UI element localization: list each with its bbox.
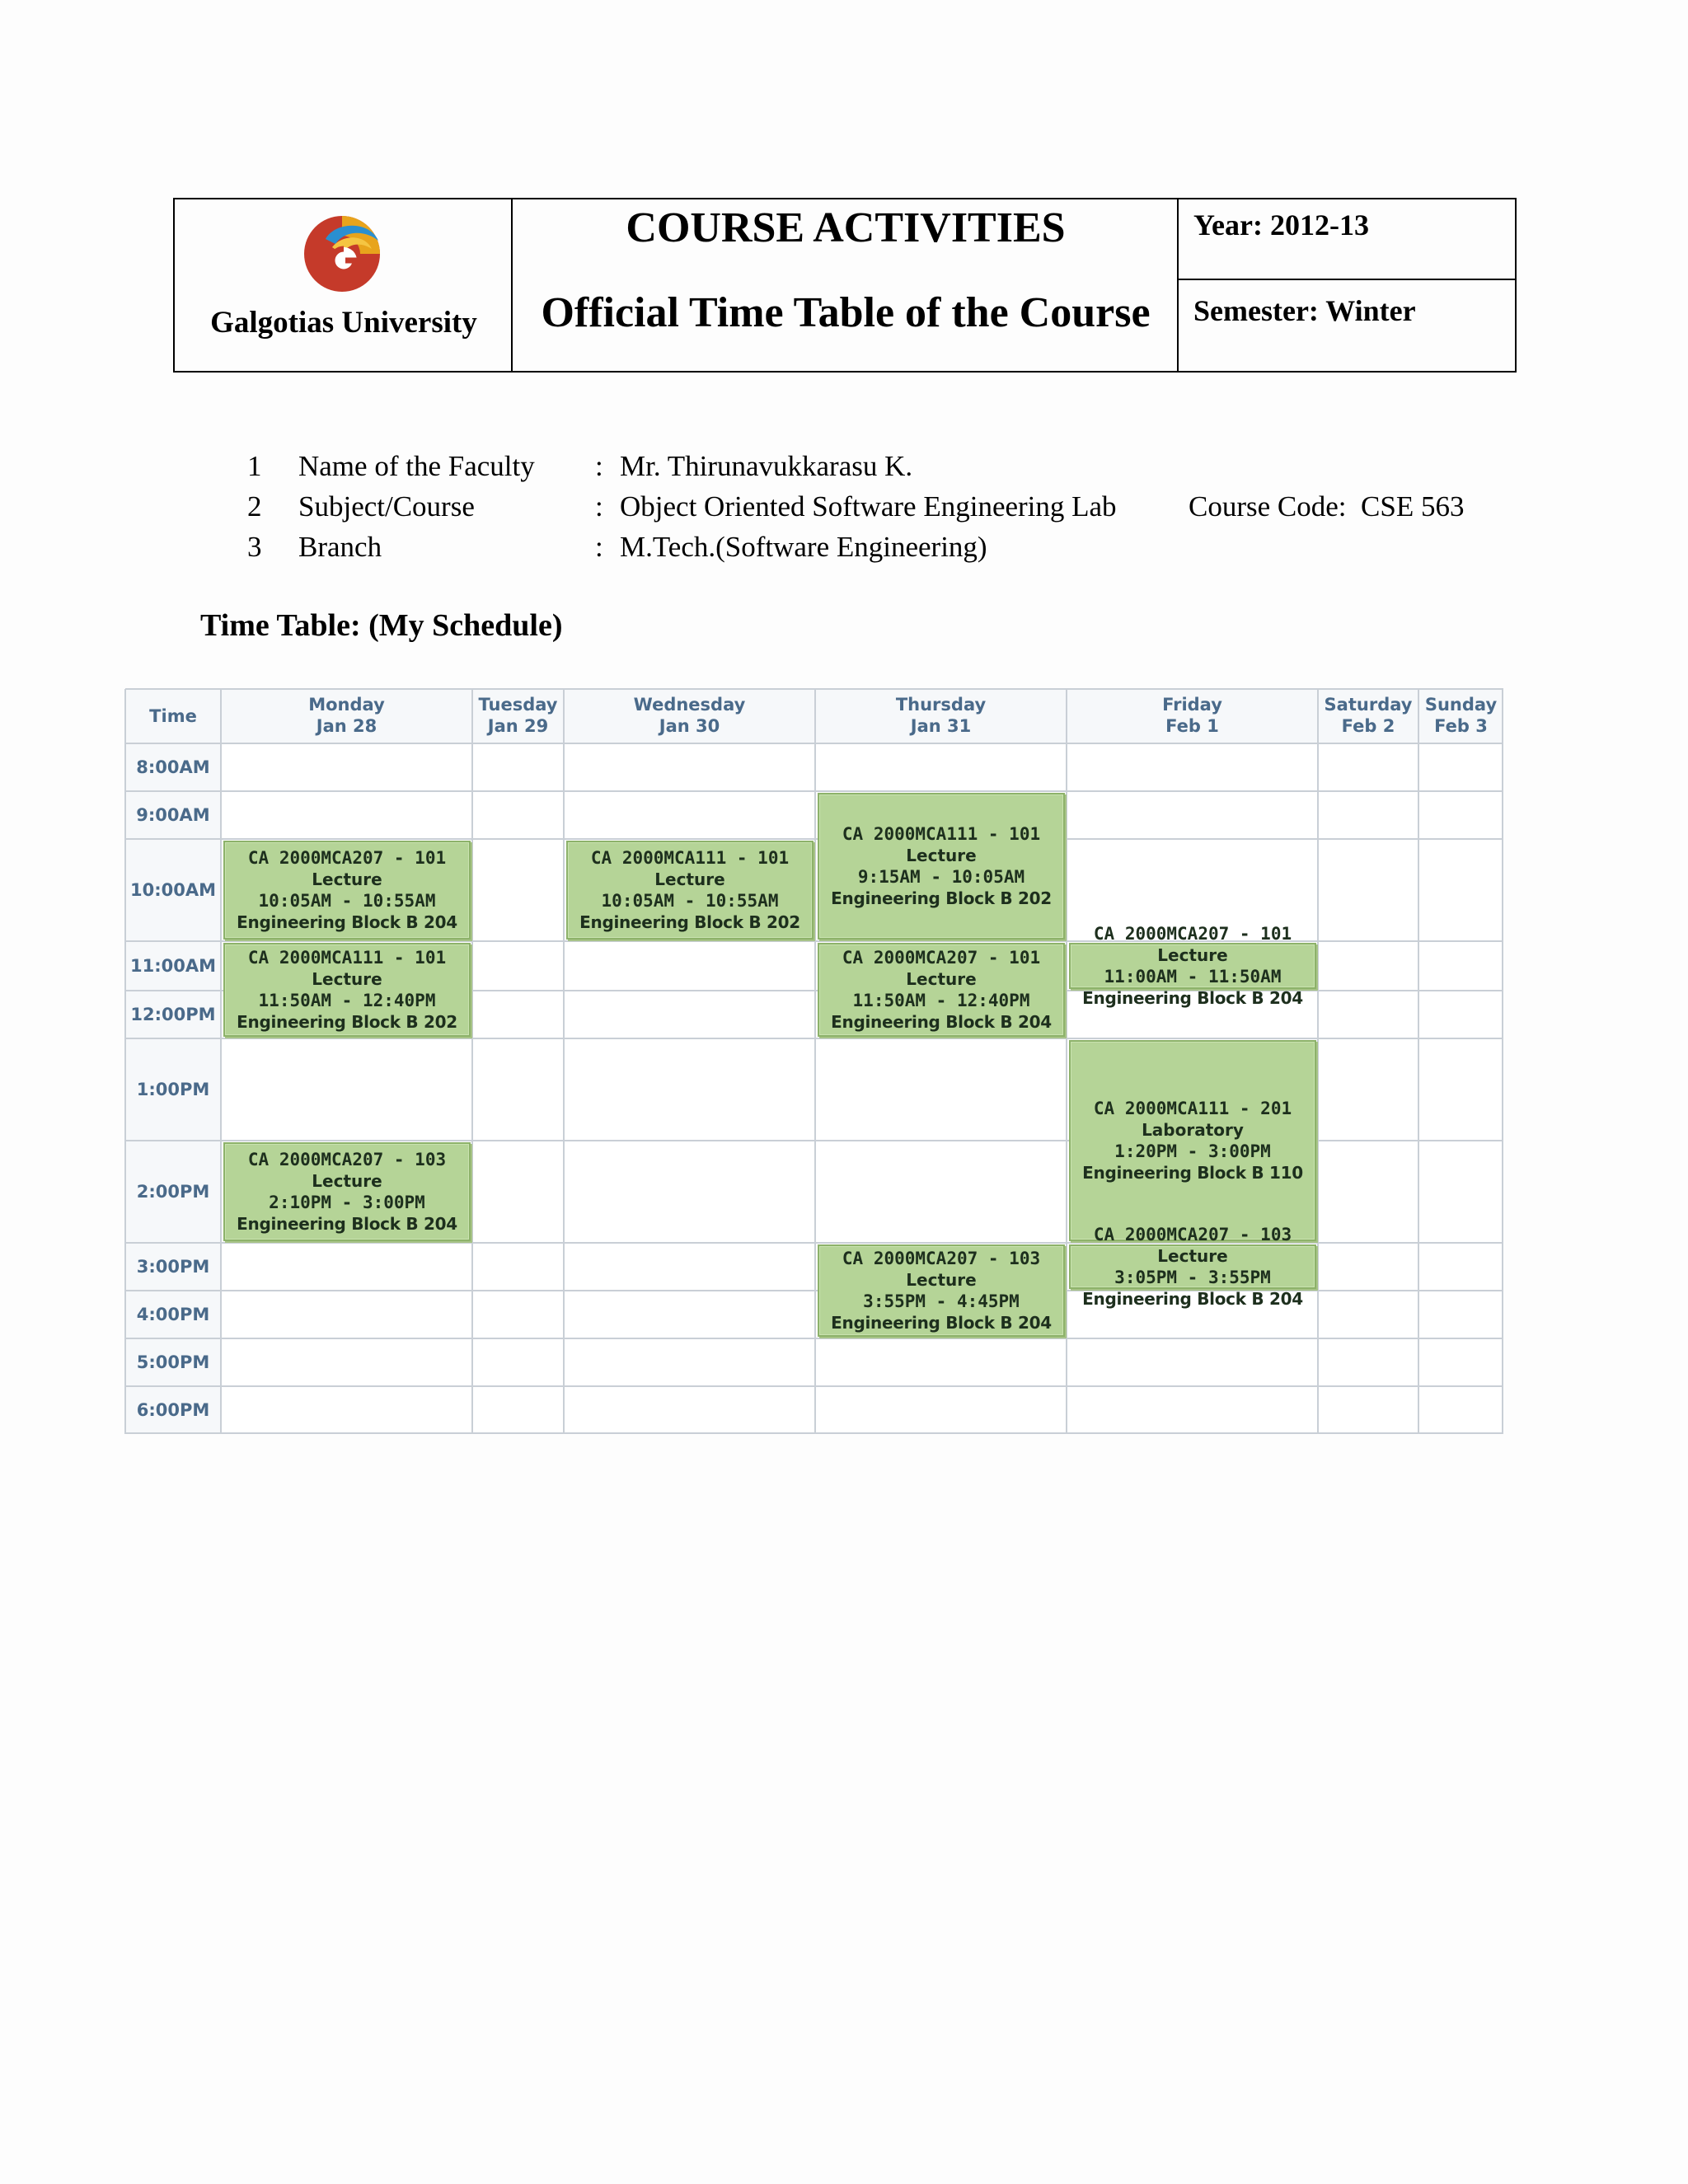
time-slot-label: 8:00AM	[136, 757, 210, 777]
event-time: 11:00AM - 11:50AM	[1104, 967, 1282, 987]
day-header-thursday	[815, 694, 1067, 737]
page-subtitle: Official Time Table of the Course	[541, 289, 1151, 336]
day-date: Feb 2	[1341, 716, 1395, 736]
schedule-grid	[125, 689, 1503, 1487]
day-name: Tuesday	[478, 695, 558, 715]
calendar-event[interactable]	[566, 841, 814, 940]
day-name: Friday	[1162, 695, 1222, 715]
info-label: Branch	[298, 531, 382, 563]
day-header-wednesday	[564, 694, 815, 737]
title-cell	[513, 199, 1179, 371]
event-type: Lecture	[906, 1270, 977, 1290]
time-slot-label: 1:00PM	[136, 1080, 210, 1099]
calendar-event[interactable]	[1069, 1040, 1316, 1241]
event-room: Engineering Block B 204	[237, 1214, 457, 1234]
event-time: 11:50AM - 12:40PM	[852, 991, 1030, 1010]
calendar-event[interactable]	[818, 943, 1065, 1037]
day-date: Feb 1	[1165, 716, 1219, 736]
day-date: Jan 29	[487, 716, 549, 736]
calendar-event[interactable]	[1069, 1225, 1316, 1309]
event-room: Engineering Block B 204	[1082, 1289, 1303, 1309]
day-header-friday	[1067, 694, 1318, 737]
event-type: Laboratory	[1142, 1120, 1244, 1140]
cell-divider	[1179, 279, 1515, 280]
info-label: Name of the Faculty	[298, 450, 535, 482]
event-code: CA 2000MCA207 - 103	[247, 1150, 447, 1169]
event-room: Engineering Block B 202	[237, 1012, 457, 1032]
calendar-event[interactable]	[818, 1244, 1065, 1337]
event-room: Engineering Block B 110	[1082, 1163, 1303, 1183]
event-code: CA 2000MCA111 - 101	[590, 848, 790, 868]
day-date: Jan 28	[316, 716, 377, 736]
event-code: CA 2000MCA111 - 101	[842, 824, 1041, 844]
day-date: Jan 31	[910, 716, 972, 736]
day-header-monday	[221, 694, 472, 737]
year-label: Year: 2012-13	[1193, 209, 1369, 241]
day-name: Wednesday	[633, 695, 746, 715]
event-type: Lecture	[1157, 1246, 1228, 1266]
event-type: Lecture	[906, 969, 977, 989]
event-room: Engineering Block B 202	[579, 912, 800, 932]
event-room: Engineering Block B 204	[831, 1313, 1052, 1333]
info-sep: :	[595, 450, 603, 482]
event-code: CA 2000MCA207 - 103	[1093, 1225, 1292, 1244]
event-time: 2:10PM - 3:00PM	[269, 1193, 425, 1212]
day-header-sunday	[1418, 694, 1503, 737]
year-semester-cell	[1179, 199, 1515, 371]
page-title: COURSE ACTIVITIES	[626, 204, 1066, 251]
event-time: 11:50AM - 12:40PM	[258, 991, 436, 1010]
time-slot-label: 5:00PM	[136, 1352, 210, 1372]
calendar-event[interactable]	[1069, 924, 1316, 1008]
event-code: CA 2000MCA111 - 101	[247, 948, 447, 968]
day-name: Saturday	[1324, 695, 1413, 715]
event-type: Lecture	[312, 869, 382, 889]
time-slot-label: 11:00AM	[130, 956, 216, 976]
course-code: Course Code: CSE 563	[1189, 490, 1465, 523]
info-sep: :	[595, 490, 603, 523]
event-code: CA 2000MCA207 - 101	[247, 848, 447, 868]
time-slot-label: 10:00AM	[130, 880, 216, 900]
day-header-tuesday	[472, 694, 564, 737]
time-slot-label: 6:00PM	[136, 1400, 210, 1420]
day-name: Monday	[308, 695, 385, 715]
course-header-table	[173, 198, 1517, 373]
event-code: CA 2000MCA207 - 103	[842, 1249, 1041, 1268]
info-num: 3	[247, 531, 262, 563]
day-header-saturday	[1318, 694, 1418, 737]
event-code: CA 2000MCA207 - 101	[842, 948, 1041, 968]
event-type: Lecture	[1157, 945, 1228, 965]
day-name: Sunday	[1424, 695, 1498, 715]
event-code: CA 2000MCA207 - 101	[1093, 924, 1292, 944]
info-num: 1	[247, 450, 262, 482]
course-name: Object Oriented Software Engineering Lab	[620, 490, 1117, 523]
time-slot-label: 4:00PM	[136, 1305, 210, 1324]
event-time: 3:55PM - 4:45PM	[863, 1291, 1020, 1311]
calendar-event[interactable]	[223, 841, 471, 940]
event-room: Engineering Block B 204	[237, 912, 457, 932]
event-time: 1:20PM - 3:00PM	[1114, 1141, 1271, 1161]
event-type: Lecture	[654, 869, 725, 889]
university-cell	[175, 199, 513, 371]
event-time: 10:05AM - 10:55AM	[258, 891, 436, 911]
time-column-header: Time	[149, 706, 197, 726]
event-time: 9:15AM - 10:05AM	[857, 867, 1025, 887]
time-slot-label: 12:00PM	[130, 1005, 216, 1024]
info-sep: :	[595, 531, 603, 563]
faculty-name: Mr. Thirunavukkarasu K.	[620, 450, 913, 482]
time-slot-label: 3:00PM	[136, 1257, 210, 1277]
info-label: Subject/Course	[298, 490, 475, 523]
event-room: Engineering Block B 204	[1082, 988, 1303, 1008]
day-date: Feb 3	[1434, 716, 1488, 736]
event-type: Lecture	[906, 846, 977, 865]
event-type: Lecture	[312, 1171, 382, 1191]
event-time: 10:05AM - 10:55AM	[601, 891, 779, 911]
semester-label: Semester: Winter	[1193, 294, 1416, 327]
time-slot-label: 9:00AM	[136, 805, 210, 825]
event-room: Engineering Block B 204	[831, 1012, 1052, 1032]
calendar-event[interactable]	[223, 943, 471, 1037]
time-slot-label: 2:00PM	[136, 1182, 210, 1202]
event-code: CA 2000MCA111 - 201	[1093, 1099, 1292, 1118]
calendar-event[interactable]	[818, 793, 1065, 940]
branch-name: M.Tech.(Software Engineering)	[620, 531, 987, 563]
event-type: Lecture	[312, 969, 382, 989]
event-room: Engineering Block B 202	[831, 888, 1052, 908]
university-logo-icon	[294, 206, 393, 297]
event-time: 3:05PM - 3:55PM	[1114, 1268, 1271, 1287]
day-name: Thursday	[895, 695, 987, 715]
calendar-event[interactable]	[223, 1142, 471, 1241]
info-num: 2	[247, 490, 262, 523]
day-date: Jan 30	[659, 716, 720, 736]
university-name: Galgotias University	[210, 306, 477, 340]
timetable-heading: Time Table: (My Schedule)	[200, 608, 563, 643]
